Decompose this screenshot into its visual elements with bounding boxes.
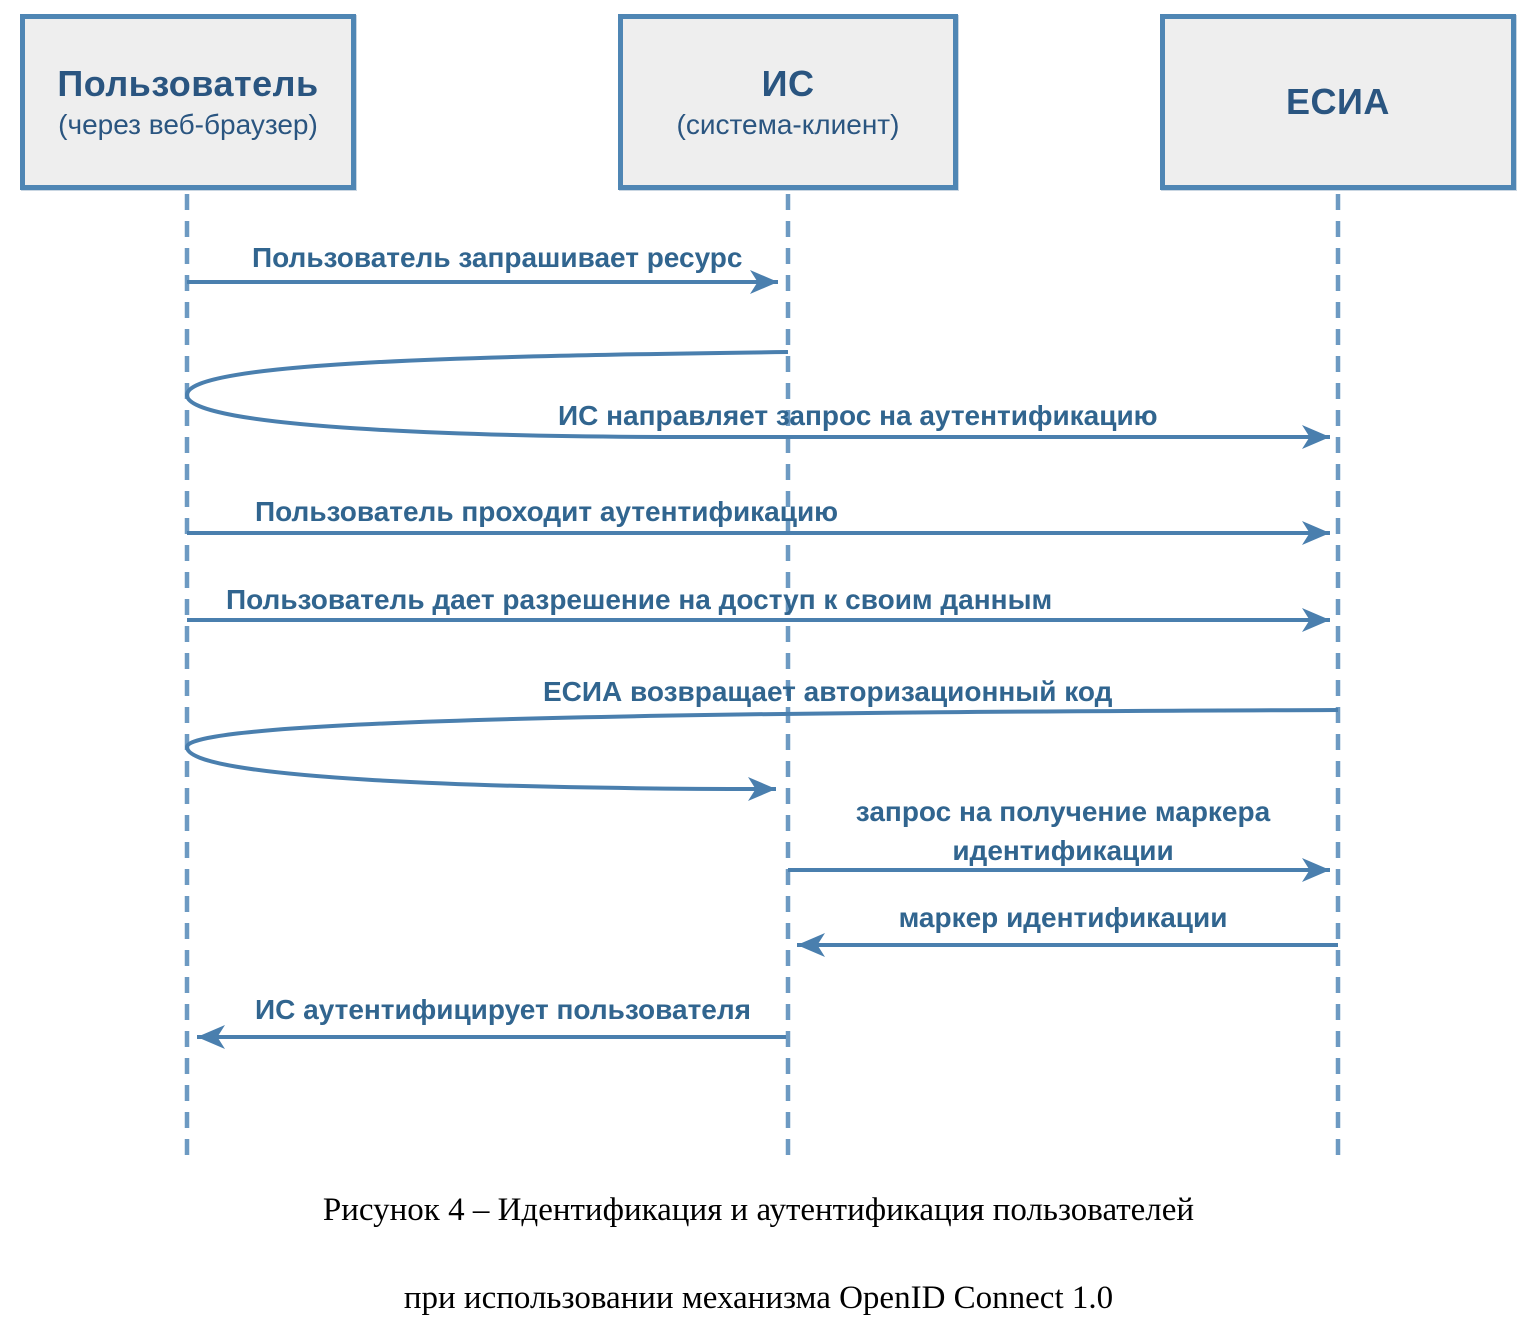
- participant-esia: [1160, 14, 1516, 190]
- message-label-8: ИС аутентифицирует пользователя: [255, 994, 751, 1025]
- message-label-5: ЕСИА возвращает авторизационный код: [543, 676, 1113, 707]
- message-label-7: маркер идентификации: [898, 902, 1228, 933]
- participant-esia-title: ЕСИА: [1286, 81, 1390, 122]
- participant-is-subtitle: (система-клиент): [676, 109, 900, 140]
- participant-user: [20, 14, 356, 190]
- message-label-2: ИС направляет запрос на аутентификацию: [558, 400, 1158, 431]
- participant-user-subtitle: (через веб-браузер): [58, 109, 318, 140]
- message-arrow-5-redirect: [187, 710, 1338, 789]
- message-label-4: Пользователь дает разрешение на доступ к своим данным: [226, 584, 1053, 615]
- message-label-1: Пользователь запрашивает ресурс: [252, 242, 743, 273]
- participant-is-title: ИС: [761, 63, 815, 104]
- message-label-3: Пользователь проходит аутентификацию: [255, 496, 839, 527]
- figure-caption-line2: при использовании механизма OpenID Connect 1.0: [403, 1280, 1114, 1316]
- figure-caption-line1: Рисунок 4 – Идентификация и аутентификация пользователей: [322, 1192, 1195, 1228]
- message-label-6: запрос на получение маркера идентификации: [855, 796, 1271, 867]
- participant-user-title: Пользователь: [57, 63, 319, 104]
- participant-is: [618, 14, 958, 190]
